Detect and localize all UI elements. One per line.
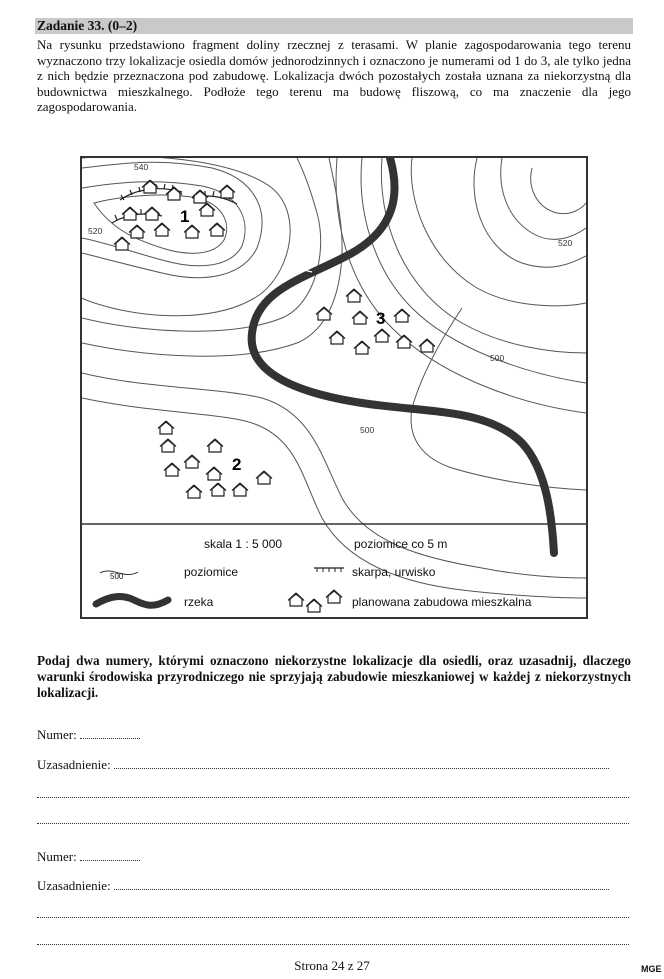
legend-contour-sample: 500 <box>110 572 124 581</box>
contour-label-500-mid: 500 <box>360 425 375 435</box>
legend-scale: skala 1 : 5 000 <box>204 537 283 551</box>
number-label-1: Numer: <box>37 727 77 742</box>
number-label-2: Numer: <box>37 849 77 864</box>
justification-field-1[interactable] <box>114 757 609 769</box>
answer-line-1b[interactable] <box>37 823 629 824</box>
number-field-1[interactable] <box>80 727 140 739</box>
number-field-2[interactable] <box>80 849 140 861</box>
legend-contours: poziomice <box>184 565 239 579</box>
task-title: Zadanie 33. (0–2) <box>37 18 138 33</box>
answer-line-2a[interactable] <box>37 917 629 918</box>
location-label-1: 1 <box>180 207 190 226</box>
flow-arrow-2 <box>502 415 512 421</box>
houses-location-2 <box>158 421 272 498</box>
page-number: Strona 24 z 27 <box>294 958 370 973</box>
answer-number-2 <box>37 849 140 865</box>
answer-line-1a[interactable] <box>37 797 629 798</box>
contours-hill-1 <box>82 158 342 356</box>
location-label-3: 3 <box>376 309 386 328</box>
task-intro: Na rysunku przedstawiono fragment doliny rzecznej z terasami. W planie zagospodarowania tego terenu wyznaczono trzy lokalizacje osiedla domów jednorodzinnych i oznaczono je numerami od 1 do 3, ale tylko jedna z nich będzie przeznaczona pod zabudowę. Lokalizacja dwóch pozostałych została uznana za niekorzystną dla budownictwa mieszkalnego. Podłoże tego terenu ma budowę fliszową, co ma znaczenie dla jego zagospodarowania. <box>37 37 631 115</box>
contours-valley <box>82 158 586 598</box>
contour-label-540: 540 <box>134 162 149 172</box>
answer-line-2b[interactable] <box>37 944 629 945</box>
legend-river-symbol <box>96 597 168 606</box>
river <box>252 158 554 553</box>
answer-number-1 <box>37 727 140 743</box>
contour-label-520-left: 520 <box>88 226 103 236</box>
legend <box>96 537 532 612</box>
answer-justification-1 <box>37 757 609 773</box>
answer-justification-2 <box>37 878 609 894</box>
legend-housing: planowana zabudowa mieszkalna <box>352 595 532 609</box>
justification-label-1: Uzasadnienie: <box>37 757 111 772</box>
map-drawing <box>82 158 586 617</box>
contour-label-520-right: 520 <box>558 238 573 248</box>
valley-map <box>80 156 588 619</box>
justification-label-2: Uzasadnienie: <box>37 878 111 893</box>
contours-hill-right <box>381 158 586 353</box>
legend-river: rzeka <box>184 595 214 609</box>
exam-code: MGE <box>641 964 662 974</box>
contour-label-500-right: 500 <box>490 353 505 363</box>
justification-field-2[interactable] <box>114 878 609 890</box>
legend-escarpment: skarpa, urwisko <box>352 565 436 579</box>
question-text: Podaj dwa numery, którymi oznaczono niekorzystne lokalizacje dla osiedli, oraz uzasadnij, dlaczego warunki środowiska przyrodniczego nie sprzyjają zabudowie mieszkaniowej w każdej z niekorzystnych lokalizacji. <box>37 653 631 700</box>
legend-interval: poziomice co 5 m <box>354 537 448 551</box>
location-label-2: 2 <box>232 455 242 474</box>
